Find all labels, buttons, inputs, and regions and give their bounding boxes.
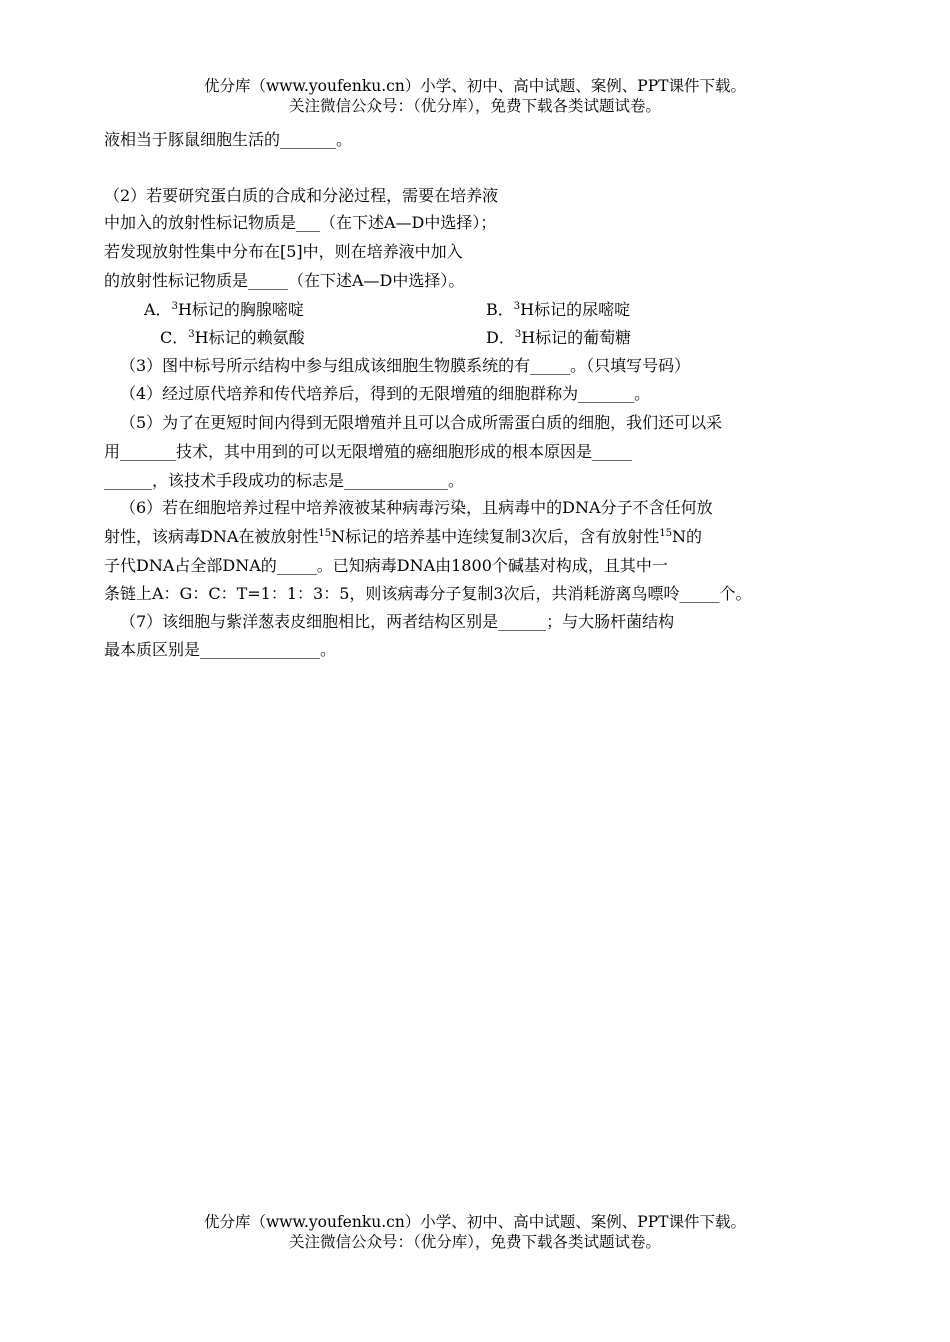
option-d-text: H标记的葡萄糖 <box>521 328 632 347</box>
option-d-prefix: D． <box>486 328 515 347</box>
footer-line-1: 优分库（www.youfenku.cn）小学、初中、高中试题、案例、PPT课件下载。 <box>203 1213 747 1231</box>
page-header <box>0 76 950 116</box>
page-footer <box>0 1212 950 1252</box>
option-c-prefix: C． <box>160 328 189 347</box>
question-2-line-3: 若发现放射性集中分布在[5]中，则在培养液中加入 <box>104 242 463 261</box>
option-b-prefix: B． <box>486 300 514 319</box>
question-2-line-4: 的放射性标记物质是_____（在下述A—D中选择）。 <box>104 271 465 290</box>
option-b-sup: 3 <box>513 301 521 312</box>
option-c-text: H标记的赖氨酸 <box>194 328 305 347</box>
question-5-line-3: ______，该技术手段成功的标志是_____________。 <box>104 471 465 490</box>
question-2-line-1: （2）若要研究蛋白质的合成和分泌过程，需要在培养液 <box>104 186 499 205</box>
question-7-line-2: 最本质区别是_______________。 <box>104 640 337 659</box>
question-4: （4）经过原代培养和传代培养后，得到的无限增殖的细胞群称为_______。 <box>120 384 651 403</box>
option-d-sup: 3 <box>514 329 522 340</box>
question-6-line-3: 子代DNA占全部DNA的_____。已知病毒DNA由1800个碱基对构成，且其中一 <box>104 556 668 575</box>
question-3: （3）图中标号所示结构中参与组成该细胞生物膜系统的有_____。（只填写号码） <box>120 356 691 375</box>
footer-line-2: 关注微信公众号：（优分库），免费下载各类试题试卷。 <box>288 1233 661 1251</box>
isotope-sup-1: 15 <box>318 528 332 539</box>
option-b-text: H标记的尿嘧啶 <box>520 300 631 319</box>
option-a-sup: 3 <box>171 301 178 312</box>
question-5-line-1: （5）为了在更短时间内得到无限增殖并且可以合成所需蛋白质的细胞，我们还可以采 <box>120 413 723 432</box>
option-a-prefix: A． <box>144 300 172 319</box>
question-6-line-2 <box>104 527 702 547</box>
question-6-line-2-part-2: N标记的培养基中连续复制3次后，含有放射性 <box>331 527 660 546</box>
question-6-line-4: 条链上A：G：C：T=1：1：3：5，则该病毒分子复制3次后，共消耗游离鸟嘌呤_____个。 <box>104 584 752 603</box>
question-7-line-1: （7）该细胞与紫洋葱表皮细胞相比，两者结构区别是______；与大肠杆菌结构 <box>120 612 675 631</box>
question-6-line-1: （6）若在细胞培养过程中培养液被某种病毒污染，且病毒中的DNA分子不含任何放 <box>120 498 713 517</box>
isotope-sup-2: 15 <box>659 528 673 539</box>
option-b <box>486 300 630 320</box>
question-6-line-2-part-1: 射性，该病毒DNA在被放射性 <box>104 527 319 546</box>
question-6-line-2-part-3: N的 <box>672 527 703 546</box>
question-5-line-2: 用_______技术，其中用到的可以无限增殖的癌细胞形成的根本原因是_____ <box>104 442 633 461</box>
question-2-line-2: 中加入的放射性标记物质是___（在下述A—D中选择）； <box>104 213 497 232</box>
header-line-1: 优分库（www.youfenku.cn）小学、初中、高中试题、案例、PPT课件下载。 <box>203 77 747 95</box>
text-line: 液相当于豚鼠细胞生活的_______。 <box>104 130 353 149</box>
option-a-text: H标记的胸腺嘧啶 <box>177 300 304 319</box>
header-line-2: 关注微信公众号：（优分库），免费下载各类试题试卷。 <box>288 97 661 115</box>
option-a <box>144 300 304 320</box>
option-c <box>160 328 305 348</box>
option-c-sup: 3 <box>188 329 195 340</box>
option-d <box>486 328 631 348</box>
